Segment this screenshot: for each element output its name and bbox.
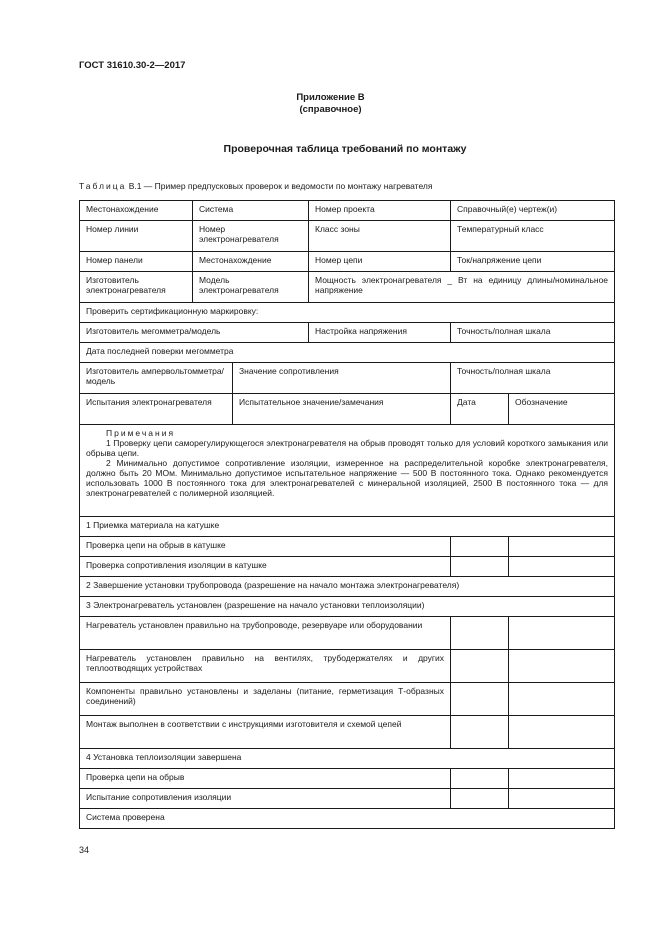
cell-voltage-setting: Настройка напряжения — [309, 323, 451, 343]
table-row — [80, 683, 615, 716]
cell-system-checked: Система проверена — [80, 809, 615, 829]
table-row — [80, 809, 615, 829]
standard-number: ГОСТ 31610.30-2—2017 — [79, 60, 186, 71]
cell-heater-power: Мощность электронагревателя _ Вт на единицу длины/номинальное напряжение — [309, 272, 615, 303]
cell-blank[interactable] — [451, 557, 509, 577]
cell-megohmmeter-last-calibration: Дата последней поверки мегомметра — [80, 343, 615, 363]
installation-checklist-table — [79, 200, 615, 829]
table-row — [80, 650, 615, 683]
cell-blank[interactable] — [509, 557, 615, 577]
cell-heater-number: Номер электронагревателя — [193, 221, 309, 252]
cell-multimeter-accuracy: Точность/полная шкала — [451, 363, 615, 394]
cell-blank[interactable] — [451, 617, 509, 650]
cell-stage-1-continuity: Проверка цепи на обрыв в катушке — [80, 537, 451, 557]
note-1: 1 Проверку цепи саморегулирующегося электронагревателя на обрыв проводят только для условий короткого замыкания или обрыва цепи. — [86, 438, 609, 458]
table-row — [80, 577, 615, 597]
table-row — [80, 517, 615, 537]
cell-location: Местонахождение — [80, 201, 193, 221]
table-caption-text: В.1 — Пример предпусковых проверок и ведомости по монтажу нагревателя — [126, 181, 433, 191]
table-row — [80, 303, 615, 323]
table-row — [80, 323, 615, 343]
table-row — [80, 272, 615, 303]
page-number: 34 — [79, 845, 90, 855]
cell-date: Дата — [451, 394, 509, 425]
cell-circuit-current-voltage: Ток/напряжение цепи — [451, 252, 615, 272]
cell-temperature-class: Температурный класс — [451, 221, 615, 252]
table-row — [80, 716, 615, 749]
appendix-subtitle: (справочное) — [299, 104, 362, 115]
cell-zone-class: Класс зоны — [309, 221, 451, 252]
cell-heater-model: Модель электронагревателя — [193, 272, 309, 303]
table-caption-prefix: Таблица — [79, 181, 127, 191]
table-row — [80, 769, 615, 789]
section-title: Проверочная таблица требований по монтажу — [223, 143, 467, 155]
cell-blank[interactable] — [509, 683, 615, 716]
cell-heater-manufacturer: Изготовитель электронагревателя — [80, 272, 193, 303]
cell-reference-drawings: Справочный(е) чертеж(и) — [451, 201, 615, 221]
cell-stage-3-valves: Нагреватель установлен правильно на вентилях, трубодержателях и других теплоотводящих устройствах — [80, 650, 451, 683]
table-row — [80, 363, 615, 394]
cell-test-value-remarks: Испытательное значение/замечания — [233, 394, 451, 425]
cell-megohmmeter-accuracy: Точность/полная шкала — [451, 323, 615, 343]
cell-system: Система — [193, 201, 309, 221]
cell-stage-4-insulation: Испытание сопротивления изоляции — [80, 789, 451, 809]
cell-multimeter-manufacturer: Изготовитель ампервольтомметра/модель — [80, 363, 233, 394]
cell-heater-tests: Испытания электронагревателя — [80, 394, 233, 425]
cell-blank[interactable] — [451, 789, 509, 809]
cell-stage-3-components: Компоненты правильно установлены и заделаны (питание, герметизация Т-образных соединений) — [80, 683, 451, 716]
table-row — [80, 537, 615, 557]
cell-blank[interactable] — [451, 650, 509, 683]
cell-blank[interactable] — [509, 617, 615, 650]
cell-designation: Обозначение — [509, 394, 615, 425]
cell-stage-1-insulation: Проверка сопротивления изоляции в катушке — [80, 557, 451, 577]
table-row — [80, 394, 615, 425]
table-row — [80, 597, 615, 617]
notes-heading: Примечания — [106, 428, 176, 438]
cell-blank[interactable] — [451, 769, 509, 789]
table-row — [80, 201, 615, 221]
table-row — [80, 221, 615, 252]
cell-blank[interactable] — [451, 537, 509, 557]
cell-stage-1: 1 Приемка материала на катушке — [80, 517, 615, 537]
cell-stage-4-continuity: Проверка цепи на обрыв — [80, 769, 451, 789]
cell-blank[interactable] — [509, 537, 615, 557]
cell-notes — [80, 425, 615, 517]
appendix-title: Приложение В — [296, 92, 365, 103]
cell-blank[interactable] — [451, 716, 509, 749]
cell-blank[interactable] — [509, 769, 615, 789]
cell-certification-marking: Проверить сертификационную маркировку: — [80, 303, 615, 323]
table-row — [80, 789, 615, 809]
cell-project-number: Номер проекта — [309, 201, 451, 221]
cell-blank[interactable] — [509, 716, 615, 749]
cell-panel-number: Номер панели — [80, 252, 193, 272]
cell-stage-3: 3 Электронагреватель установлен (разрешение на начало установки теплоизоляции) — [80, 597, 615, 617]
table-row — [80, 749, 615, 769]
table-caption — [79, 181, 432, 191]
table-row — [80, 343, 615, 363]
appendix-heading — [0, 92, 661, 116]
table-row — [80, 425, 615, 517]
cell-circuit-number: Номер цепи — [309, 252, 451, 272]
cell-stage-4: 4 Установка теплоизоляции завершена — [80, 749, 615, 769]
cell-stage-3-pipe: Нагреватель установлен правильно на трубопроводе, резервуаре или оборудовании — [80, 617, 451, 650]
note-2: 2 Минимально допустимое сопротивление изоляции, измеренное на распределительной коробке электронагревателя, должно быть 20 МОм. Минимально допустимое испытательное напряжение — 500 В постоянного тока. Однако рекомендуется использовать 1000 В постоянного тока для электронагревателей с минеральной изоляцией, 2500 В постоянного тока — для электронагревателей с полимерной изоляцией. — [86, 458, 609, 498]
table-row — [80, 252, 615, 272]
cell-line-number: Номер линии — [80, 221, 193, 252]
cell-blank[interactable] — [509, 650, 615, 683]
cell-stage-3-instructions: Монтаж выполнен в соответствии с инструкциями изготовителя и схемой цепей — [80, 716, 451, 749]
table-row — [80, 617, 615, 650]
table-row — [80, 557, 615, 577]
cell-blank[interactable] — [451, 683, 509, 716]
cell-panel-location: Местонахождение — [193, 252, 309, 272]
cell-stage-2: 2 Завершение установки трубопровода (разрешение на начало монтажа электронагревателя) — [80, 577, 615, 597]
cell-megohmmeter-manufacturer: Изготовитель мегомметра/модель — [80, 323, 309, 343]
cell-blank[interactable] — [509, 789, 615, 809]
cell-resistance-value: Значение сопротивления — [233, 363, 451, 394]
